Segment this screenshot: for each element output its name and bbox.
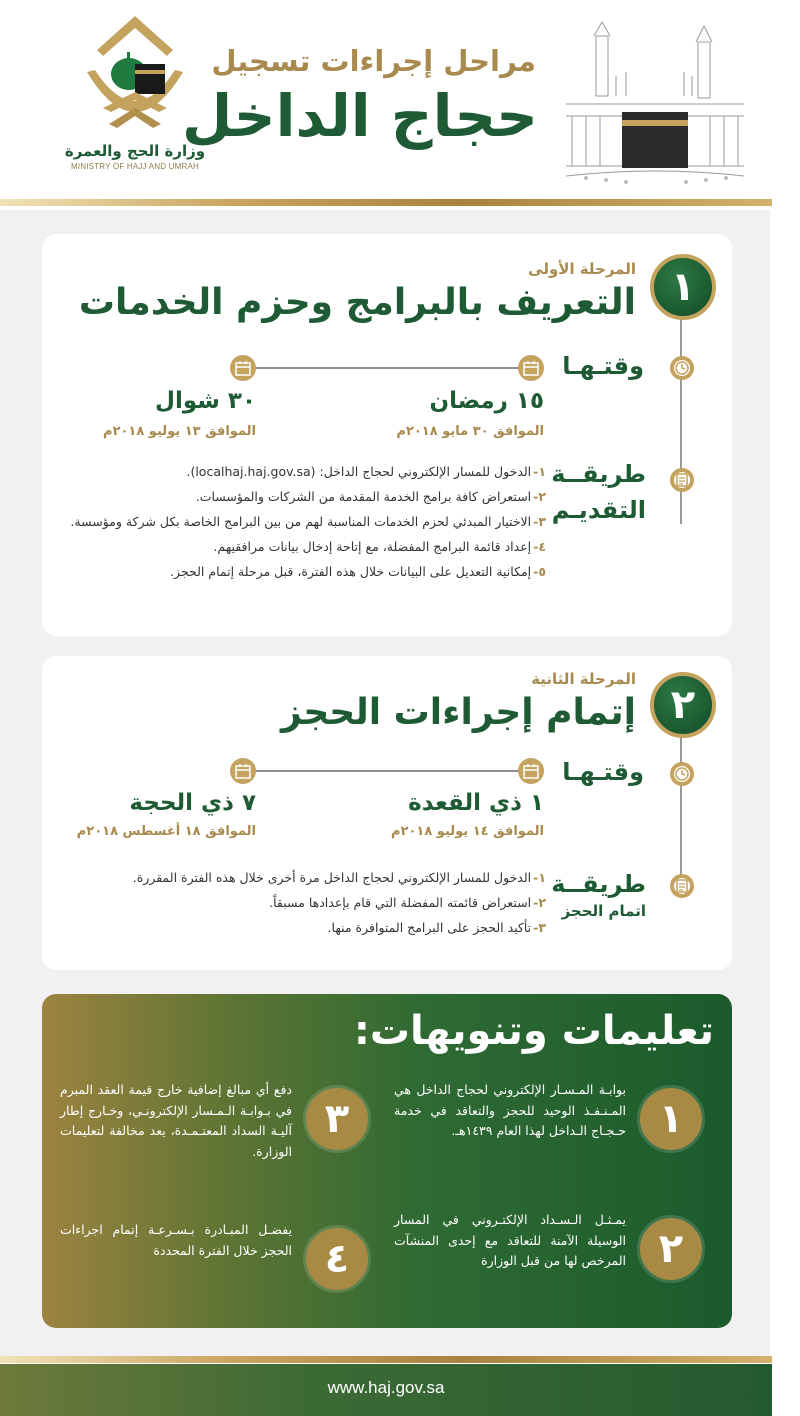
- stage1-title: التعريف بالبرامج وحزم الخدمات: [78, 282, 636, 323]
- list-item: ١-الدخول للمسار الإلكتروني لحجاج الداخل مرة أخرى خلال هذه الفترة المقررة.: [132, 870, 546, 885]
- stage1-steps-list: [66, 462, 546, 587]
- stage2-number-badge: ٢: [650, 672, 716, 738]
- header: [0, 0, 772, 200]
- list-item: ٥-إمكانية التعديل على البيانات خلال هذه الفترة، قبل مرحلة إتمام الحجز.: [170, 564, 546, 579]
- note-text: يفضـل المبـادرة بـسـرعـة إتمام اجراءات الحجز خلال الفترة المحددة: [60, 1222, 292, 1258]
- stage1-end-date: ٣٠ شوال: [155, 388, 256, 414]
- list-item: ٣-تأكيد الحجز على البرامج المتوافرة منها.: [327, 920, 546, 935]
- note-text: بوابـة المـسـار الإلكتروني لحجاج الداخل هي المـنـفـذ الوحيد للحجز والتعاقد في خدمة حـجـاج الـداخل لهذا العام ١٤٣٩هـ.: [394, 1082, 626, 1138]
- list-item: ٤-إعداد قائمة البرامج المفضلة، مع إتاحة إدخال بيانات مرافقيهم.: [213, 539, 546, 554]
- note-number-badge: ١: [640, 1088, 702, 1150]
- kaaba-illustration: [566, 16, 744, 188]
- stage1-method-label-2: التقديـم: [551, 496, 646, 524]
- list-item: ١-الدخول للمسار الإلكتروني لحجاج الداخل: (localhaj.haj.gov.sa).: [186, 464, 546, 479]
- header-gold-bar: [0, 199, 772, 206]
- instruction-note-4: [60, 1220, 368, 1328]
- instructions-title: تعليمات وتنويهات:: [353, 1008, 714, 1054]
- stage2-date-line: [256, 770, 542, 772]
- stage2-start-date: ١ ذي القعدة: [408, 790, 544, 816]
- instruction-note-3: [60, 1080, 368, 1190]
- stage2-method-label-2: اتمام الحجز: [561, 902, 646, 920]
- website-link[interactable]: www.haj.gov.sa: [327, 1378, 445, 1397]
- stage1-date-line: [256, 367, 542, 369]
- header-title: حجاج الداخل: [182, 82, 538, 150]
- stage2-start-sub: الموافق ١٤ يوليو ٢٠١٨م: [391, 824, 544, 839]
- calendar-icon: [518, 758, 544, 784]
- list-item: ٢-استعراض قائمته المفضلة التي قام بإعدادها مسبقاً.: [269, 895, 546, 910]
- footer-gold-bar: [0, 1356, 772, 1363]
- calendar-icon: [518, 355, 544, 381]
- stage2-time-label: وقتـهـا: [562, 758, 644, 786]
- instruction-note-2: [394, 1210, 702, 1320]
- calendar-icon: [230, 758, 256, 784]
- stage2-steps-list: [56, 868, 546, 943]
- stage2-card: [42, 656, 732, 970]
- note-text: يمـثـل الـسـداد الإلكتـروني في المسار الوسيلة الآمنة للتعاقد مع إحدى المنشآت المرخص لها من قبل الوزارة: [394, 1212, 626, 1268]
- calendar-icon: [230, 355, 256, 381]
- stage1-card: [42, 234, 732, 636]
- note-number-badge: ٣: [306, 1088, 368, 1150]
- instructions-panel: [42, 994, 732, 1328]
- stage2-method-label-1: طريقــة: [551, 870, 646, 898]
- document-icon: [670, 468, 694, 492]
- stage1-method-label-1: طريقــة: [551, 460, 646, 488]
- clock-icon: [670, 356, 694, 380]
- clock-icon: [670, 762, 694, 786]
- note-number-badge: ٢: [640, 1218, 702, 1280]
- stage1-time-label: وقتـهـا: [562, 352, 644, 380]
- ministry-logo-icon: [83, 12, 187, 138]
- stage2-end-sub: الموافق ١٨ أغسطس ٢٠١٨م: [76, 824, 256, 839]
- logo-english-text: MINISTRY OF HAJJ AND UMRAH: [70, 162, 200, 171]
- list-item: ٢-استعراض كافة برامج الخدمة المقدمة من الشركات والمؤسسات.: [195, 489, 546, 504]
- stage1-start-sub: الموافق ٣٠ مايو ٢٠١٨م: [396, 424, 544, 439]
- stage1-number-badge: ١: [650, 254, 716, 320]
- note-number-badge: ٤: [306, 1228, 368, 1290]
- note-text: دفع أي مبالغ إضافية خارج قيمة العقد المبرم في بـوابـة الـمـسار الإلكترونـي، وخـارج إطار آليـة السداد المعتـمـدة، يعد مخالفة لتعليمات الوزارة.: [60, 1082, 292, 1159]
- list-item: ٣-الاختيار المبدئي لحزم الخدمات المناسبة لهم من بين البرامج الخاصة بكل شركة ومؤسسة.: [70, 514, 546, 529]
- logo-arabic-text: وزارة الحج والعمرة: [64, 142, 206, 160]
- document-icon: [670, 874, 694, 898]
- stage1-label: المرحلة الأولى: [528, 260, 636, 278]
- stage2-title: إتمام إجراءات الحجز: [280, 692, 636, 733]
- stage2-timeline-line: [680, 722, 682, 888]
- instruction-note-1: [394, 1080, 702, 1190]
- stage2-label: المرحلة الثانية: [531, 670, 636, 688]
- right-margin: [770, 0, 800, 1416]
- stage1-start-date: ١٥ رمضان: [429, 388, 544, 414]
- stage1-end-sub: الموافق ١٣ يوليو ٢٠١٨م: [103, 424, 256, 439]
- stage2-end-date: ٧ ذي الحجة: [129, 790, 256, 816]
- footer: [0, 1364, 772, 1416]
- header-subtitle: مراحل إجراءات تسجيل: [211, 44, 536, 78]
